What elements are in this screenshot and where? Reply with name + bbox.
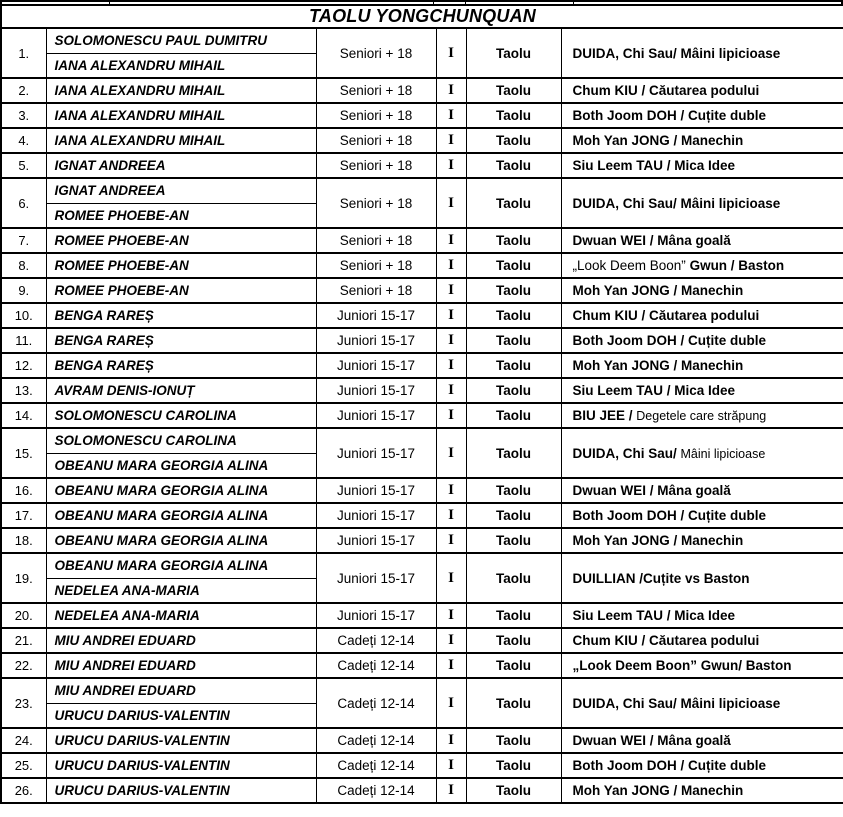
competitor-name-cell: URUCU DARIUS-VALENTIN xyxy=(46,778,316,803)
event-cell xyxy=(561,228,843,253)
discipline-cell: Taolu xyxy=(466,728,561,753)
event-text-segment: Moh Yan JONG / Manechin xyxy=(572,283,744,298)
class-cell: I xyxy=(436,328,466,353)
category-cell: Seniori + 18 xyxy=(316,103,436,128)
competitor-name-cell: IANA ALEXANDRU MIHAIL xyxy=(46,128,316,153)
event-text-segment: Both Joom DOH / Cuțite duble xyxy=(572,333,766,348)
event-cell xyxy=(561,403,843,428)
event-text-segment: Dwuan WEI / Mâna goală xyxy=(572,483,731,498)
competitor-name-cell: URUCU DARIUS-VALENTIN xyxy=(46,703,316,728)
category-cell: Cadeți 12-14 xyxy=(316,628,436,653)
event-text-segment: Chum KIU / Căutarea podului xyxy=(572,308,760,323)
competitor-name-cell: IGNAT ANDREEA xyxy=(46,178,316,203)
table-row xyxy=(1,303,843,328)
competitor-name-cell: SOLOMONESCU CAROLINA xyxy=(46,428,316,453)
row-number-cell: 19. xyxy=(1,553,46,603)
event-text-segment: Moh Yan JONG / Manechin xyxy=(572,358,744,373)
row-number-cell: 14. xyxy=(1,403,46,428)
row-number-cell: 10. xyxy=(1,303,46,328)
event-cell xyxy=(561,478,843,503)
category-cell: Seniori + 18 xyxy=(316,153,436,178)
table-gridline-fragment xyxy=(433,2,434,4)
event-cell xyxy=(561,103,843,128)
discipline-cell: Taolu xyxy=(466,78,561,103)
event-text-segment: Mâini lipicioase xyxy=(680,446,766,461)
event-cell xyxy=(561,378,843,403)
row-number-cell: 6. xyxy=(1,178,46,228)
class-cell: I xyxy=(436,303,466,328)
class-cell: I xyxy=(436,478,466,503)
event-cell xyxy=(561,303,843,328)
competitor-name-cell: ROMEE PHOEBE-AN xyxy=(46,228,316,253)
event-cell xyxy=(561,778,843,803)
table-row xyxy=(1,678,843,703)
section-title: TAOLU YONGCHUNQUAN xyxy=(1,5,843,28)
category-cell: Juniori 15-17 xyxy=(316,603,436,628)
class-cell: I xyxy=(436,428,466,478)
row-number-cell: 5. xyxy=(1,153,46,178)
table-gridline-fragment xyxy=(465,2,466,4)
class-cell: I xyxy=(436,28,466,78)
competitor-name-cell: BENGA RAREȘ xyxy=(46,328,316,353)
event-cell xyxy=(561,353,843,378)
discipline-cell: Taolu xyxy=(466,753,561,778)
discipline-cell: Taolu xyxy=(466,253,561,278)
category-cell: Juniori 15-17 xyxy=(316,528,436,553)
event-text-segment: DUIDA, Chi Sau/ Mâini lipicioase xyxy=(572,195,781,211)
table-row xyxy=(1,178,843,203)
table-row xyxy=(1,603,843,628)
discipline-cell: Taolu xyxy=(466,653,561,678)
discipline-cell: Taolu xyxy=(466,103,561,128)
row-number-cell: 2. xyxy=(1,78,46,103)
class-cell: I xyxy=(436,253,466,278)
event-cell xyxy=(561,678,843,728)
class-cell: I xyxy=(436,103,466,128)
competitor-name-cell: BENGA RAREȘ xyxy=(46,303,316,328)
category-cell: Cadeți 12-14 xyxy=(316,728,436,753)
class-cell: I xyxy=(436,678,466,728)
discipline-cell: Taolu xyxy=(466,778,561,803)
event-cell xyxy=(561,253,843,278)
discipline-cell: Taolu xyxy=(466,603,561,628)
competitor-name-cell: ROMEE PHOEBE-AN xyxy=(46,253,316,278)
discipline-cell: Taolu xyxy=(466,353,561,378)
competitor-name-cell: MIU ANDREI EDUARD xyxy=(46,653,316,678)
table-row xyxy=(1,553,843,578)
event-text-segment: DUILLIAN /Cuțite vs Baston xyxy=(572,570,750,586)
table-row xyxy=(1,528,843,553)
table-row xyxy=(1,628,843,653)
table-row xyxy=(1,378,843,403)
class-cell: I xyxy=(436,653,466,678)
event-text-segment: BIU JEE / xyxy=(572,408,637,423)
row-number-cell: 26. xyxy=(1,778,46,803)
event-text-segment: Moh Yan JONG / Manechin xyxy=(572,783,744,798)
competitor-name-cell: OBEANU MARA GEORGIA ALINA xyxy=(46,528,316,553)
competitor-name-cell: SOLOMONESCU CAROLINA xyxy=(46,403,316,428)
competitor-name-cell: URUCU DARIUS-VALENTIN xyxy=(46,753,316,778)
event-cell xyxy=(561,428,843,478)
row-number-cell: 25. xyxy=(1,753,46,778)
row-number-cell: 21. xyxy=(1,628,46,653)
row-number-cell: 1. xyxy=(1,28,46,78)
category-cell: Seniori + 18 xyxy=(316,78,436,103)
competitor-name-cell: URUCU DARIUS-VALENTIN xyxy=(46,728,316,753)
row-number-cell: 13. xyxy=(1,378,46,403)
event-text-segment: Moh Yan JONG / Manechin xyxy=(572,533,744,548)
event-cell xyxy=(561,503,843,528)
row-number-cell: 23. xyxy=(1,678,46,728)
discipline-cell: Taolu xyxy=(466,528,561,553)
event-cell xyxy=(561,553,843,603)
discipline-cell: Taolu xyxy=(466,228,561,253)
table-row xyxy=(1,728,843,753)
discipline-cell: Taolu xyxy=(466,553,561,603)
class-cell: I xyxy=(436,378,466,403)
category-cell: Juniori 15-17 xyxy=(316,553,436,603)
table-gridline-fragment xyxy=(109,2,110,4)
event-cell xyxy=(561,153,843,178)
event-cell xyxy=(561,528,843,553)
event-cell xyxy=(561,128,843,153)
class-cell: I xyxy=(436,503,466,528)
table-row xyxy=(1,153,843,178)
class-cell: I xyxy=(436,628,466,653)
category-cell: Cadeți 12-14 xyxy=(316,778,436,803)
competitor-name-cell: NEDELEA ANA-MARIA xyxy=(46,603,316,628)
event-text-segment: Both Joom DOH / Cuțite duble xyxy=(572,108,766,123)
discipline-cell: Taolu xyxy=(466,128,561,153)
row-number-cell: 4. xyxy=(1,128,46,153)
row-number-cell: 3. xyxy=(1,103,46,128)
category-cell: Cadeți 12-14 xyxy=(316,753,436,778)
category-cell: Juniori 15-17 xyxy=(316,328,436,353)
table-row xyxy=(1,428,843,453)
event-text-segment: Both Joom DOH / Cuțite duble xyxy=(572,758,766,773)
category-cell: Juniori 15-17 xyxy=(316,403,436,428)
event-text-segment: Dwuan WEI / Mâna goală xyxy=(572,733,731,748)
discipline-cell: Taolu xyxy=(466,678,561,728)
event-cell xyxy=(561,753,843,778)
table-row xyxy=(1,103,843,128)
event-text-segment: DUIDA, Chi Sau/ Mâini lipicioase xyxy=(572,45,781,61)
event-text-segment: Siu Leem TAU / Mica Idee xyxy=(572,608,736,623)
class-cell: I xyxy=(436,403,466,428)
class-cell: I xyxy=(436,353,466,378)
discipline-cell: Taolu xyxy=(466,378,561,403)
row-number-cell: 9. xyxy=(1,278,46,303)
category-cell: Juniori 15-17 xyxy=(316,303,436,328)
row-number-cell: 12. xyxy=(1,353,46,378)
row-number-cell: 18. xyxy=(1,528,46,553)
competitor-name-cell: AVRAM DENIS-IONUȚ xyxy=(46,378,316,403)
competitor-name-cell: BENGA RAREȘ xyxy=(46,353,316,378)
competitor-name-cell: IGNAT ANDREEA xyxy=(46,153,316,178)
row-number-cell: 16. xyxy=(1,478,46,503)
class-cell: I xyxy=(436,778,466,803)
class-cell: I xyxy=(436,228,466,253)
category-cell: Cadeți 12-14 xyxy=(316,653,436,678)
event-text-segment: Dwuan WEI / Mâna goală xyxy=(572,233,731,248)
event-cell xyxy=(561,728,843,753)
discipline-cell: Taolu xyxy=(466,303,561,328)
discipline-cell: Taolu xyxy=(466,28,561,78)
competitor-name-cell: OBEANU MARA GEORGIA ALINA xyxy=(46,503,316,528)
category-cell: Seniori + 18 xyxy=(316,228,436,253)
table-title-row xyxy=(1,5,843,28)
competitor-name-cell: IANA ALEXANDRU MIHAIL xyxy=(46,78,316,103)
category-cell: Seniori + 18 xyxy=(316,278,436,303)
competitor-name-cell: ROMEE PHOEBE-AN xyxy=(46,203,316,228)
row-number-cell: 15. xyxy=(1,428,46,478)
table-row xyxy=(1,353,843,378)
row-number-cell: 20. xyxy=(1,603,46,628)
table-row xyxy=(1,778,843,803)
row-number-cell: 24. xyxy=(1,728,46,753)
discipline-cell: Taolu xyxy=(466,403,561,428)
discipline-cell: Taolu xyxy=(466,153,561,178)
event-text-segment: „Look Deem Boon” xyxy=(572,258,686,273)
competitor-name-cell: MIU ANDREI EDUARD xyxy=(46,628,316,653)
discipline-cell: Taolu xyxy=(466,628,561,653)
table-row xyxy=(1,228,843,253)
category-cell: Cadeți 12-14 xyxy=(316,678,436,728)
table-row xyxy=(1,403,843,428)
discipline-cell: Taolu xyxy=(466,278,561,303)
event-text-segment: DUIDA, Chi Sau/ Mâini lipicioase xyxy=(572,695,781,711)
event-cell xyxy=(561,603,843,628)
category-cell: Juniori 15-17 xyxy=(316,353,436,378)
table-row xyxy=(1,503,843,528)
discipline-cell: Taolu xyxy=(466,503,561,528)
event-cell xyxy=(561,653,843,678)
category-cell: Juniori 15-17 xyxy=(316,503,436,528)
discipline-cell: Taolu xyxy=(466,428,561,478)
event-text-segment: „Look Deem Boon” Gwun/ Baston xyxy=(572,658,792,673)
event-cell xyxy=(561,278,843,303)
table-row xyxy=(1,653,843,678)
previous-row-fragment xyxy=(0,0,843,4)
category-cell: Juniori 15-17 xyxy=(316,478,436,503)
row-number-cell: 22. xyxy=(1,653,46,678)
event-cell xyxy=(561,78,843,103)
class-cell: I xyxy=(436,178,466,228)
competitor-name-cell: NEDELEA ANA-MARIA xyxy=(46,578,316,603)
category-cell: Juniori 15-17 xyxy=(316,428,436,478)
category-cell: Seniori + 18 xyxy=(316,178,436,228)
event-text-segment: DUIDA, Chi Sau/ xyxy=(572,445,681,461)
table-row xyxy=(1,328,843,353)
competitor-name-cell: OBEANU MARA GEORGIA ALINA xyxy=(46,553,316,578)
category-cell: Seniori + 18 xyxy=(316,128,436,153)
competitor-name-cell: MIU ANDREI EDUARD xyxy=(46,678,316,703)
event-cell xyxy=(561,28,843,78)
class-cell: I xyxy=(436,78,466,103)
row-number-cell: 11. xyxy=(1,328,46,353)
discipline-cell: Taolu xyxy=(466,478,561,503)
competitor-name-cell: IANA ALEXANDRU MIHAIL xyxy=(46,53,316,78)
competitor-name-cell: OBEANU MARA GEORGIA ALINA xyxy=(46,453,316,478)
table-row xyxy=(1,78,843,103)
competitor-name-cell: ROMEE PHOEBE-AN xyxy=(46,278,316,303)
event-text-segment: Both Joom DOH / Cuțite duble xyxy=(572,508,766,523)
event-text-segment: Gwun / Baston xyxy=(685,258,785,273)
table-row xyxy=(1,28,843,53)
event-text-segment: Degetele care străpung xyxy=(636,409,767,423)
competitor-name-cell: OBEANU MARA GEORGIA ALINA xyxy=(46,478,316,503)
event-text-segment: Moh Yan JONG / Manechin xyxy=(572,133,744,148)
row-number-cell: 8. xyxy=(1,253,46,278)
taolu-yongchunquan-table xyxy=(0,4,843,804)
event-cell xyxy=(561,178,843,228)
table-row xyxy=(1,753,843,778)
table-gridline-fragment xyxy=(573,2,574,4)
row-number-cell: 17. xyxy=(1,503,46,528)
event-text-segment: Chum KIU / Căutarea podului xyxy=(572,83,760,98)
class-cell: I xyxy=(436,553,466,603)
category-cell: Seniori + 18 xyxy=(316,28,436,78)
category-cell: Seniori + 18 xyxy=(316,253,436,278)
discipline-cell: Taolu xyxy=(466,178,561,228)
table-row xyxy=(1,253,843,278)
table-row xyxy=(1,128,843,153)
class-cell: I xyxy=(436,153,466,178)
row-number-cell: 7. xyxy=(1,228,46,253)
class-cell: I xyxy=(436,603,466,628)
discipline-cell: Taolu xyxy=(466,328,561,353)
table-row xyxy=(1,478,843,503)
competitor-name-cell: IANA ALEXANDRU MIHAIL xyxy=(46,103,316,128)
class-cell: I xyxy=(436,278,466,303)
class-cell: I xyxy=(436,728,466,753)
event-text-segment: Chum KIU / Căutarea podului xyxy=(572,633,760,648)
event-cell xyxy=(561,628,843,653)
table-row xyxy=(1,278,843,303)
competitor-name-cell: SOLOMONESCU PAUL DUMITRU xyxy=(46,28,316,53)
event-text-segment: Siu Leem TAU / Mica Idee xyxy=(572,158,736,173)
event-cell xyxy=(561,328,843,353)
class-cell: I xyxy=(436,528,466,553)
class-cell: I xyxy=(436,128,466,153)
category-cell: Juniori 15-17 xyxy=(316,378,436,403)
event-text-segment: Siu Leem TAU / Mica Idee xyxy=(572,383,736,398)
class-cell: I xyxy=(436,753,466,778)
